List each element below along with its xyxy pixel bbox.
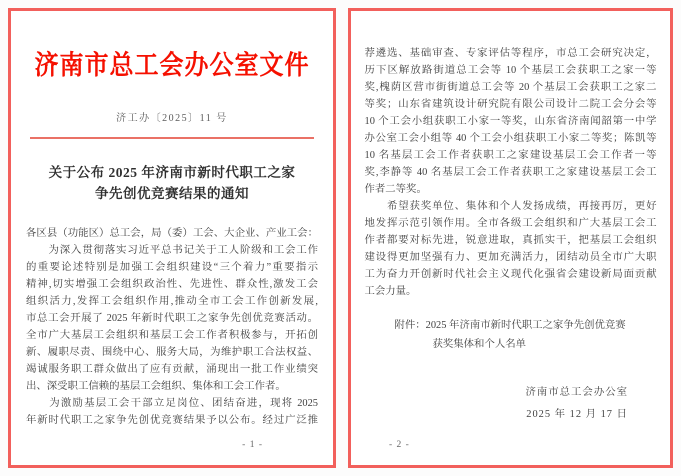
text-line: 争先创优竞赛结果的通知 bbox=[95, 186, 249, 201]
text-line: 市总工会开展了 2025 年新时代职工之家争先创优竞赛活动。 bbox=[26, 313, 318, 324]
text-line: 地发挥示范引领作用。全市各级工会组织和广大基层工会工 bbox=[364, 218, 657, 229]
attachment-block bbox=[365, 316, 657, 354]
body-text-page-2 bbox=[365, 45, 657, 300]
text-line: 全市广大基层工会组织和基层工会工作者积极参与，开拓创 bbox=[26, 330, 318, 341]
text-line: 工会力量。 bbox=[364, 286, 417, 297]
text-line: 作者二等奖。 bbox=[364, 184, 427, 195]
page-number-1: - 1 - bbox=[242, 440, 263, 450]
page-number-2: - 2 - bbox=[389, 440, 410, 450]
text-line: 奖,槐荫区营市街街道总工会等 20 个基层工会获职工之家二 bbox=[364, 82, 657, 93]
text-line: 出、深受职工信赖的基层工会组织、集体和工会工作者。 bbox=[26, 381, 286, 392]
issue-date: 2025 年 12 月 17 日 bbox=[526, 409, 628, 420]
issuing-office: 济南市总工会办公室 bbox=[525, 387, 628, 398]
text-line: 工为奋力开创新时代社会主义现代化强省会建设新局面贡献 bbox=[364, 269, 657, 280]
document-page-2 bbox=[348, 8, 673, 468]
document-page-1 bbox=[8, 8, 336, 468]
text-line: 建设得更加坚强有力、更加充满活力，团结动员全市广大职 bbox=[364, 252, 657, 263]
text-line: 年新时代职工之家争先创优竞赛结果予以公布。经过广泛推 bbox=[26, 415, 318, 426]
text-line: 作者都要对标先进，锐意进取，真抓实干，把基层工会组织 bbox=[364, 235, 657, 246]
text-line: 的重要论述特别是加强工会组织建设“三个着力”重要指示 bbox=[26, 262, 318, 273]
text-line: 新、履职尽责、围绕中心、服务大局，为维护职工合法权益、 bbox=[26, 347, 318, 358]
attachment-line-2: 获奖集体和个人名单 bbox=[432, 339, 527, 350]
document-number: 济工办〔2025〕11 号 bbox=[116, 113, 228, 124]
text-line: 希望获奖单位、集体和个人发扬成绩，再接再厉，更好 bbox=[364, 201, 657, 212]
text-line: 各区县（功能区）总工会，局（委）工会、大企业、产业工会： bbox=[26, 228, 318, 239]
red-divider-line bbox=[30, 137, 314, 139]
text-line: 竭诚服务职工群众做出了应有贡献，涌现出一批工作业绩突 bbox=[26, 364, 318, 375]
text-line: 为激励基层工会干部立足岗位、团结奋进，现将 2025 bbox=[26, 398, 318, 409]
attachment-line-1: 附件：2025 年济南市新时代职工之家争先创优竞赛 bbox=[394, 320, 626, 331]
text-line: 关于公布 2025 年济南市新时代职工之家 bbox=[48, 165, 296, 180]
notice-title bbox=[11, 162, 333, 204]
text-line: 历下区解放路街道总工会等 10 个基层工会获职工之家一等 bbox=[364, 65, 657, 76]
text-line: 荐遴选、基础审查、专家评估等程序，市总工会研究决定， bbox=[364, 48, 657, 59]
body-text-page-1 bbox=[26, 225, 318, 429]
red-letterhead-title: 济南市总工会办公室文件 bbox=[34, 51, 310, 81]
text-line: 为深入贯彻落实习近平总书记关于工人阶级和工会工作 bbox=[26, 245, 318, 256]
text-line: 等奖；山东省建筑设计研究院有限公司设计二院工会分会等 bbox=[364, 99, 657, 110]
text-line: 组织活力,发挥工会组织作用,推动全市工会工作创新发展, bbox=[26, 296, 318, 307]
signature-block bbox=[351, 382, 670, 426]
text-line: 精神,切实增强工会组织政治性、先进性、群众性,激发工会 bbox=[26, 279, 318, 290]
text-line: 奖,李静等 40 名基层工会工作者获职工之家建设基层工会工 bbox=[364, 167, 657, 178]
text-line: 10 个工会小组获职工小家一等奖，山东省济南闻韶第一中学 bbox=[364, 116, 657, 127]
text-line: 办公室工会小组等 40 个工会小组获职工小家二等奖；陈凯等 bbox=[364, 133, 657, 144]
text-line: 10 名基层工会工作者获职工之家建设基层工会工作者一等 bbox=[364, 150, 657, 161]
